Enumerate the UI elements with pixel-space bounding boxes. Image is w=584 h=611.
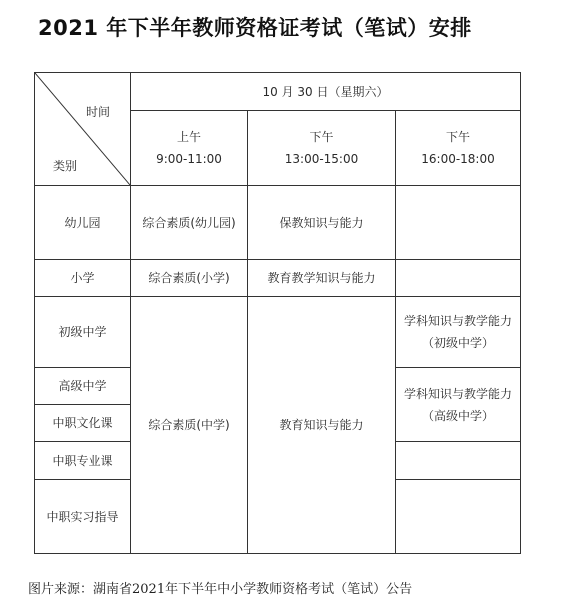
- session-header-3: [396, 111, 521, 186]
- category-senior-high: 高级中学: [35, 368, 131, 405]
- cell-primary-empty: [396, 260, 521, 297]
- cell-junior-subject: 学科知识与教学能力（初级中学）: [396, 297, 521, 368]
- corner-time-label: 时间: [85, 105, 110, 119]
- corner-header-cell: [35, 73, 131, 186]
- diagonal-divider: [35, 73, 130, 185]
- category-kindergarten: 幼儿园: [35, 186, 131, 260]
- category-vocational-internship: 中职实习指导: [35, 480, 131, 554]
- session-time: 16:00-18:00: [421, 152, 495, 166]
- cell-secondary-knowledge: 教育知识与能力: [248, 297, 396, 554]
- cell-vocational-professional-empty: [396, 442, 521, 480]
- image-source-caption: 图片来源：湖南省2021年下半年中小学教师资格考试（笔试）公告: [28, 582, 413, 597]
- category-junior-high: 初级中学: [35, 297, 131, 368]
- exam-schedule-table: [34, 72, 521, 554]
- session-time: 9:00-11:00: [156, 152, 222, 166]
- session-header-1: [131, 111, 248, 186]
- date-header: 10 月 30 日（星期六）: [131, 73, 521, 111]
- category-vocational-culture: 中职文化课: [35, 405, 131, 442]
- cell-kindergarten-empty: [396, 186, 521, 260]
- table-row: [35, 73, 521, 111]
- table-row: [35, 297, 521, 368]
- cell-kindergarten-comprehensive: 综合素质(幼儿园): [131, 186, 248, 260]
- page-title: 2021 年下半年教师资格证考试（笔试）安排: [38, 16, 472, 40]
- cell-primary-comprehensive: 综合素质(小学): [131, 260, 248, 297]
- corner-category-label: 类别: [53, 159, 78, 173]
- session-period: 上午: [176, 130, 201, 144]
- table-row: [35, 260, 521, 297]
- session-header-2: [248, 111, 396, 186]
- cell-secondary-comprehensive: 综合素质(中学): [131, 297, 248, 554]
- cell-kindergarten-knowledge: 保教知识与能力: [248, 186, 396, 260]
- cell-vocational-internship-empty: [396, 480, 521, 554]
- session-period: 下午: [445, 130, 470, 144]
- category-primary: 小学: [35, 260, 131, 297]
- cell-primary-knowledge: 教育教学知识与能力: [248, 260, 396, 297]
- session-time: 13:00-15:00: [284, 152, 359, 166]
- category-vocational-professional: 中职专业课: [35, 442, 131, 480]
- cell-senior-subject: 学科知识与教学能力（高级中学）: [396, 368, 521, 442]
- table-row: [35, 186, 521, 260]
- session-period: 下午: [309, 130, 334, 144]
